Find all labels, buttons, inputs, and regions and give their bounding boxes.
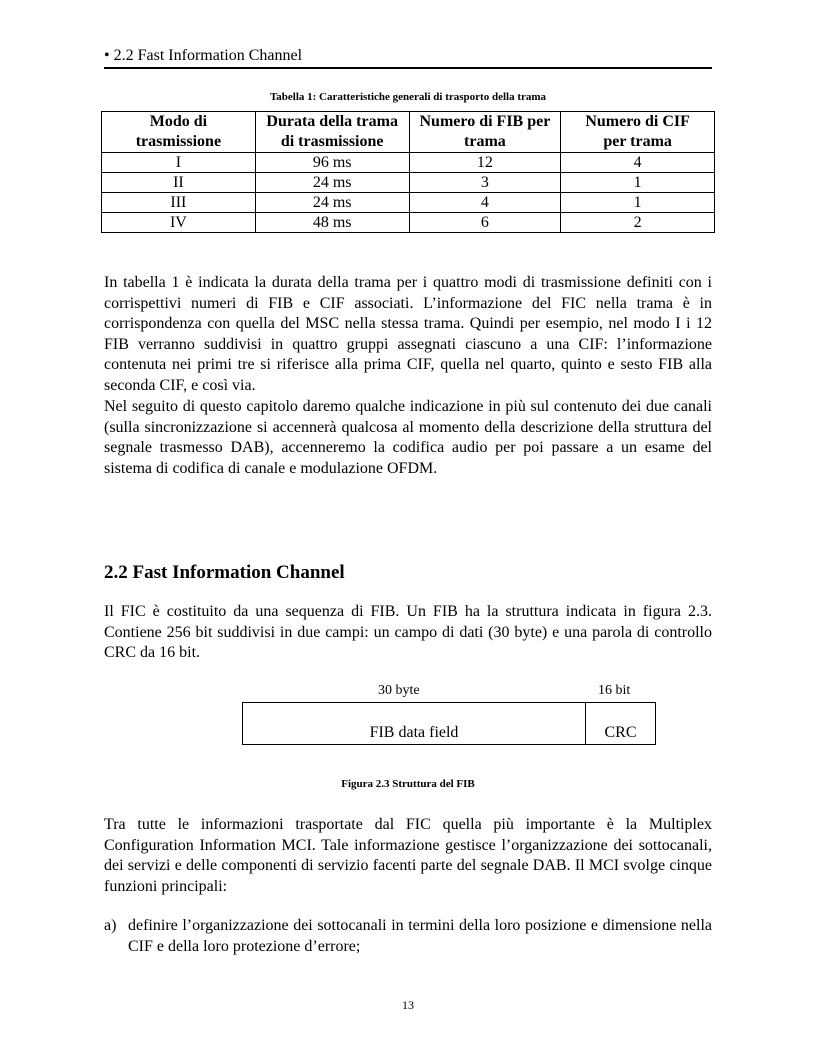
table-header-row bbox=[102, 112, 715, 153]
table-cell: 3 bbox=[409, 173, 561, 193]
column-header-mode: Modo di trasmissione bbox=[102, 112, 256, 153]
section-heading: 2.2 Fast Information Channel bbox=[104, 562, 345, 583]
table-cell: 12 bbox=[409, 153, 561, 173]
fib-data-field: FIB data field bbox=[369, 724, 459, 741]
table-row bbox=[102, 213, 715, 233]
column-header-duration: Durata della trama di trasmissione bbox=[255, 112, 409, 153]
fib-crc-field: CRC bbox=[604, 724, 637, 741]
header-rule bbox=[104, 67, 712, 69]
page-number: 13 bbox=[402, 998, 414, 1012]
table-row bbox=[102, 193, 715, 213]
table-cell: 48 ms bbox=[255, 213, 409, 233]
table-row bbox=[102, 153, 715, 173]
table-cell: III bbox=[102, 193, 256, 213]
table-cell: 4 bbox=[409, 193, 561, 213]
paragraph-fic-structure: Il FIC è costituito da una sequenza di FIB. Un FIB ha la struttura indicata in figura 2.3. Contiene 256 bit suddivisi in due campi: un campo di dati (30 byte) e una parola di controllo CRC da 16 bit. bbox=[104, 603, 712, 661]
table-cell: 1 bbox=[561, 173, 715, 193]
table-cell: 6 bbox=[409, 213, 561, 233]
list-item-marker: a) bbox=[104, 917, 117, 934]
header-bullet: • bbox=[104, 47, 110, 64]
paragraph-chapter-outline: Nel seguito di questo capitolo daremo qualche indicazione in più sul contenuto dei due canali (sulla sincronizzazione si accennerà qualcosa al momento della descrizione della struttura del segnale trasmesso DAB), accenneremo la codifica audio per poi passare a un esame del sistema di codifica di canale e modulazione OFDM. bbox=[104, 398, 712, 477]
transport-table bbox=[101, 111, 715, 233]
column-header-cif-count: Numero di CIF per trama bbox=[561, 112, 715, 153]
table-row bbox=[102, 173, 715, 193]
table-cell: 4 bbox=[561, 153, 715, 173]
table-caption: Tabella 1: Caratteristiche generali di trasporto della trama bbox=[269, 91, 547, 103]
list-item: definire l’organizzazione dei sottocanali in termini della loro posizione e dimensione nella CIF e della loro protezione d’errore; bbox=[128, 917, 712, 955]
figure-caption: Figura 2.3 Struttura del FIB bbox=[341, 778, 475, 790]
table-cell: IV bbox=[102, 213, 256, 233]
paragraph-mci: Tra tutte le informazioni trasportate dal FIC quella più importante è la Multiplex Configuration Information MCI. Tale informazione gestisce l’organizzazione dei sottocanali, dei servizi e delle componenti di servizio facenti parte del segnale DAB. Il MCI svolge cinque funzioni principali: bbox=[104, 816, 712, 895]
table-cell: 96 ms bbox=[255, 153, 409, 173]
running-header bbox=[104, 46, 712, 66]
paragraph-table-description: In tabella 1 è indicata la durata della trama per i quattro modi di trasmissione definiti con i corrispettivi numeri di FIB e CIF associati. L’informazione del FIC nella trama è in corrispondenza con quella del MSC nella stessa trama. Quindi per esempio, nel modo I i 12 FIB verranno suddivisi in quattro gruppi assegnati ciascuno a una CIF: l’informazione contenuta nei primi tre si riferisce alla prima CIF, quella nel quarto, quinto e sesto FIB alla seconda CIF, e così via. bbox=[104, 274, 712, 394]
figure-label-crc-size: 16 bit bbox=[598, 683, 631, 698]
table-cell: 2 bbox=[561, 213, 715, 233]
table-cell: I bbox=[102, 153, 256, 173]
table-cell: 1 bbox=[561, 193, 715, 213]
figure-label-data-size: 30 byte bbox=[378, 683, 420, 698]
header-title: 2.2 Fast Information Channel bbox=[113, 47, 303, 64]
table-cell: 24 ms bbox=[255, 193, 409, 213]
table-cell: 24 ms bbox=[255, 173, 409, 193]
table-cell: II bbox=[102, 173, 256, 193]
column-header-fib-count: Numero di FIB per trama bbox=[409, 112, 561, 153]
fib-structure-diagram bbox=[242, 702, 656, 745]
